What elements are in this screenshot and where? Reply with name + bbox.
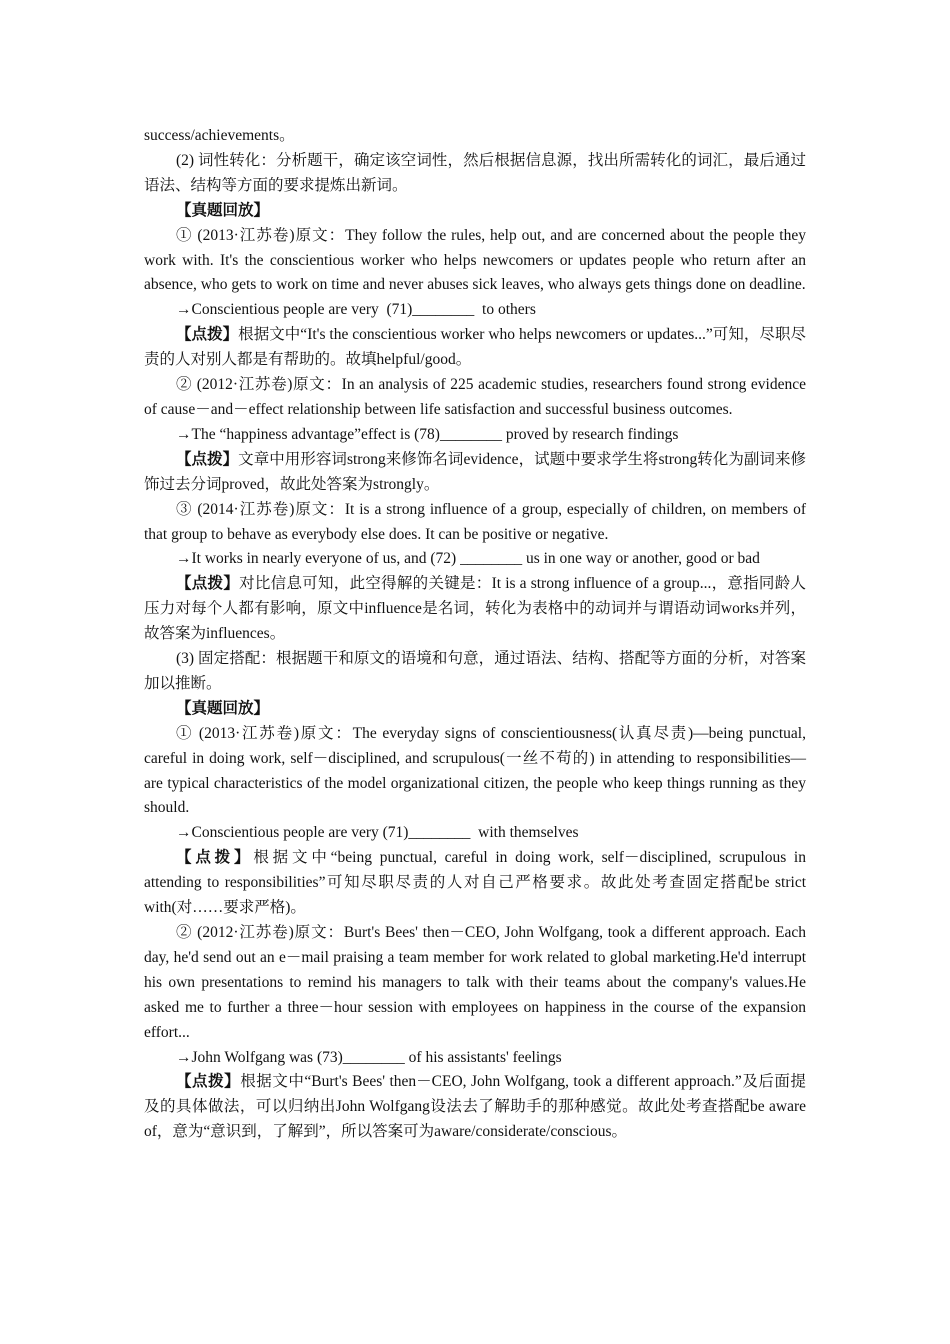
note-text: 对比信息可知，此空得解的关键是：It is a strong influence of a group...，意指同龄人压力对每个人都有影响，原文中influence是名词，转化为表格中的动词并与谓语动词works并列，故答案为influences。 — [144, 575, 806, 643]
document-page — [144, 124, 806, 1145]
paragraph: ② (2012·江苏卷)原文：In an analysis of 225 academic studies, researchers found strong evidence of cause－and－effect relationship between life satisfaction and successful business outcomes. — [144, 376, 806, 418]
note-paragraph — [144, 448, 806, 498]
paragraph: ① (2013·江苏卷)原文：They follow the rules, help out, and are concerned about the people they work with. It's the conscientious worker who helps newcomers or updates people who return after an absence, who gets to work on time and never abuses sick leaves, who always gets things done on deadline. — [144, 226, 806, 294]
question-line: →Conscientious people are very (71)________ to others — [176, 301, 536, 319]
paragraph: ② (2012·江苏卷)原文：Burt's Bees' then－CEO, John Wolfgang, took a different approach. Each day, he'd send out an e－mail praising a team member for work related to global marketing.He'd interrupt his own presentations to remind his managers to talk with their teams about the company's values.He asked me to further a three－hour session with employees on happiness in the course of the expansion effort... — [144, 924, 806, 1041]
section-heading: 【真题回放】 — [176, 699, 270, 717]
paragraph: (2) 词性转化：分析题干，确定该空词性，然后根据信息源，找出所需转化的词汇，最后通过语法、结构等方面的要求提炼出新词。 — [144, 151, 806, 194]
note-paragraph — [144, 846, 806, 921]
paragraph: success/achievements。 — [144, 127, 295, 144]
note-paragraph — [144, 1070, 806, 1145]
note-paragraph — [144, 323, 806, 373]
note-label: 【点拨】 — [176, 1073, 241, 1091]
paragraph: ③ (2014·江苏卷)原文：It is a strong influence of a group, especially of children, on members of that group to behave as everybody else does. It can be positive or negative. — [144, 500, 806, 543]
note-label: 【点拨】 — [176, 849, 254, 867]
note-text: 文章中用形容词strong来修饰名词evidence，试题中要求学生将strong转化为副词来修饰过去分词proved，故此处答案为strongly。 — [144, 450, 806, 493]
note-label: 【点拨】 — [176, 326, 239, 344]
note-text: 根据文中“It's the conscientious worker who helps newcomers or updates...”可知，尽职尽责的人对别人都是有帮助的。故填helpful/good。 — [144, 326, 806, 369]
note-label: 【点拨】 — [176, 450, 239, 468]
note-paragraph — [144, 572, 806, 647]
question-line: →Conscientious people are very (71)________ with themselves — [176, 824, 579, 842]
question-line: →It works in nearly everyone of us, and (72) ________ us in one way or another, good or bad — [176, 550, 760, 568]
question-line: →The “happiness advantage”effect is (78)________ proved by research findings — [176, 425, 679, 443]
note-text: 根据文中“being punctual, careful in doing work, self－disciplined, scrupulous in attending to responsibilities”可知尽职尽责的人对自己严格要求。故此处考查固定搭配be strict with(对……要求严格)。 — [144, 849, 806, 917]
paragraph: ① (2013·江苏卷)原文：The everyday signs of conscientiousness(认真尽责)—being punctual, careful in doing work, self－disciplined, and scrupulous(一丝不苟的) in attending to responsibilities—are typical characteristics of the model organizational citizen, the people who keep things running as they should. — [144, 724, 806, 817]
note-text: 根据文中“Burt's Bees' then－CEO, John Wolfgang, took a different approach.”及后面提及的具体做法，可以归纳出John Wolfgang设法去了解助手的那种感觉。故此处考查搭配be aware of，意为“意识到，了解到”，所以答案可为aware/considerate/conscious。 — [144, 1073, 806, 1141]
question-line: →John Wolfgang was (73)________ of his assistants' feelings — [176, 1048, 562, 1066]
note-label: 【点拨】 — [176, 575, 240, 593]
section-heading: 【真题回放】 — [176, 201, 270, 219]
paragraph: (3) 固定搭配：根据题干和原文的语境和句意，通过语法、结构、搭配等方面的分析，对答案加以推断。 — [144, 650, 806, 692]
